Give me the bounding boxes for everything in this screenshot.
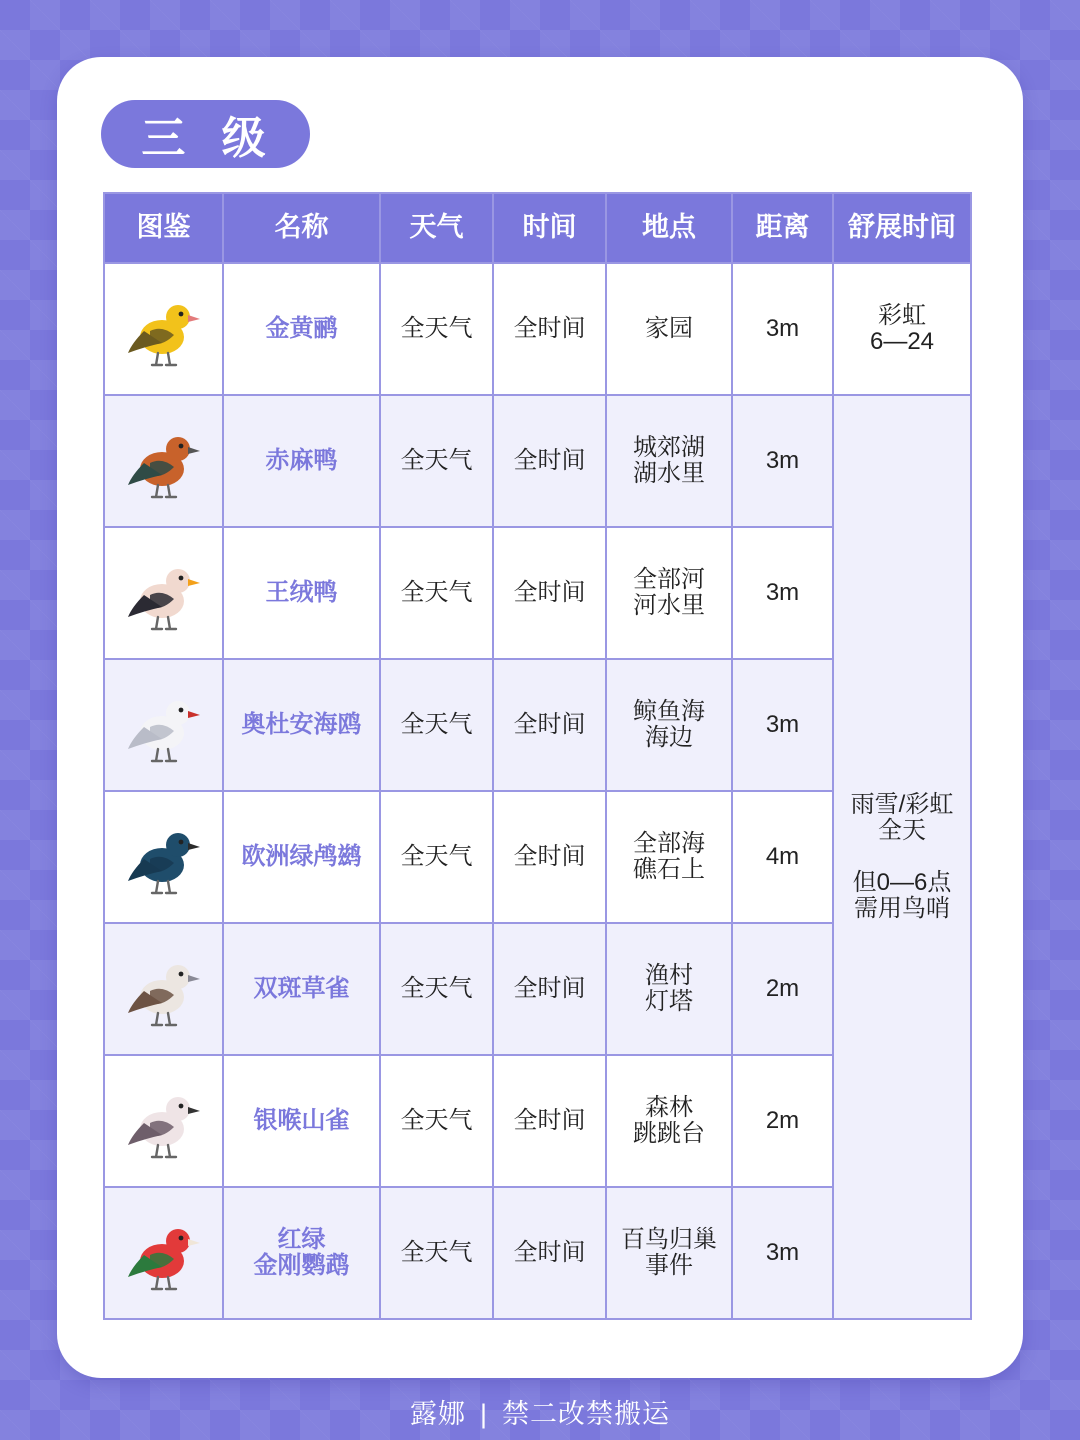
header-weather: 天气 [380, 193, 493, 263]
bird-weather: 全天气 [380, 395, 493, 527]
bird-time: 全时间 [493, 923, 606, 1055]
header-atlas: 图鉴 [104, 193, 223, 263]
bird-name: 金黄鹂 [223, 263, 380, 395]
bird-picture-cell [104, 791, 223, 923]
header-distance: 距离 [732, 193, 833, 263]
bird-name: 赤麻鸭 [223, 395, 380, 527]
header-comfort-time: 舒展时间 [833, 193, 971, 263]
table-row [104, 263, 971, 395]
bird-picture-cell [104, 527, 223, 659]
bird-place: 家园 [606, 263, 732, 395]
bird-time: 全时间 [493, 1187, 606, 1319]
bird-time: 全时间 [493, 659, 606, 791]
table-row [104, 395, 971, 527]
bird-time: 全时间 [493, 395, 606, 527]
bird-name: 银喉山雀 [223, 1055, 380, 1187]
bird-name: 红绿 金刚鹦鹉 [223, 1187, 380, 1319]
bird-picture-cell [104, 263, 223, 395]
bird-place: 全部河 河水里 [606, 527, 732, 659]
bird-place: 渔村 灯塔 [606, 923, 732, 1055]
ruddy-shelduck-icon [122, 419, 206, 503]
table-body [104, 263, 971, 1319]
footer [0, 1392, 1080, 1431]
bird-time: 全时间 [493, 791, 606, 923]
bird-time: 全时间 [493, 1055, 606, 1187]
bird-name: 奥杜安海鸥 [223, 659, 380, 791]
bird-table [103, 192, 972, 1320]
bird-weather: 全天气 [380, 1187, 493, 1319]
footer-author: 露娜 [409, 1399, 466, 1429]
level-title: 三 级 [141, 114, 278, 163]
header-name: 名称 [223, 193, 380, 263]
bird-picture-cell [104, 1187, 223, 1319]
bird-weather: 全天气 [380, 263, 493, 395]
bird-distance: 2m [732, 923, 833, 1055]
bird-weather: 全天气 [380, 659, 493, 791]
european-shag-icon [122, 815, 206, 899]
red-green-macaw-icon [122, 1211, 206, 1295]
bird-place: 百鸟归巢 事件 [606, 1187, 732, 1319]
bird-weather: 全天气 [380, 1055, 493, 1187]
bird-weather: 全天气 [380, 791, 493, 923]
bird-place: 森林 跳跳台 [606, 1055, 732, 1187]
bird-picture-cell [104, 923, 223, 1055]
bird-name: 王绒鸭 [223, 527, 380, 659]
bird-distance: 3m [732, 1187, 833, 1319]
bird-picture-cell [104, 1055, 223, 1187]
bird-distance: 3m [732, 263, 833, 395]
footer-notice: 禁二改禁搬运 [502, 1399, 670, 1429]
header-time: 时间 [493, 193, 606, 263]
header-place: 地点 [606, 193, 732, 263]
bird-time: 全时间 [493, 263, 606, 395]
bird-distance: 4m [732, 791, 833, 923]
silver-throated-tit-icon [122, 1079, 206, 1163]
bird-picture-cell [104, 395, 223, 527]
bird-distance: 3m [732, 659, 833, 791]
bird-picture-cell [104, 659, 223, 791]
bird-time: 全时间 [493, 527, 606, 659]
bird-distance: 3m [732, 527, 833, 659]
double-barred-finch-icon [122, 947, 206, 1031]
comfort-time-cell: 彩虹 6—24 [833, 263, 971, 395]
bird-place: 全部海 礁石上 [606, 791, 732, 923]
king-eider-icon [122, 551, 206, 635]
footer-separator: | [479, 1399, 488, 1429]
bird-weather: 全天气 [380, 923, 493, 1055]
table-header-row [104, 193, 971, 263]
audouins-gull-icon [122, 683, 206, 767]
bird-weather: 全天气 [380, 527, 493, 659]
bird-name: 欧洲绿鸬鹚 [223, 791, 380, 923]
bird-name: 双斑草雀 [223, 923, 380, 1055]
bird-place: 城郊湖 湖水里 [606, 395, 732, 527]
bird-distance: 2m [732, 1055, 833, 1187]
level-badge [101, 100, 310, 168]
comfort-time-cell: 雨雪/彩虹 全天 但0—6点 需用鸟哨 [833, 395, 971, 1319]
bird-distance: 3m [732, 395, 833, 527]
golden-oriole-icon [122, 287, 206, 371]
bird-place: 鲸鱼海 海边 [606, 659, 732, 791]
